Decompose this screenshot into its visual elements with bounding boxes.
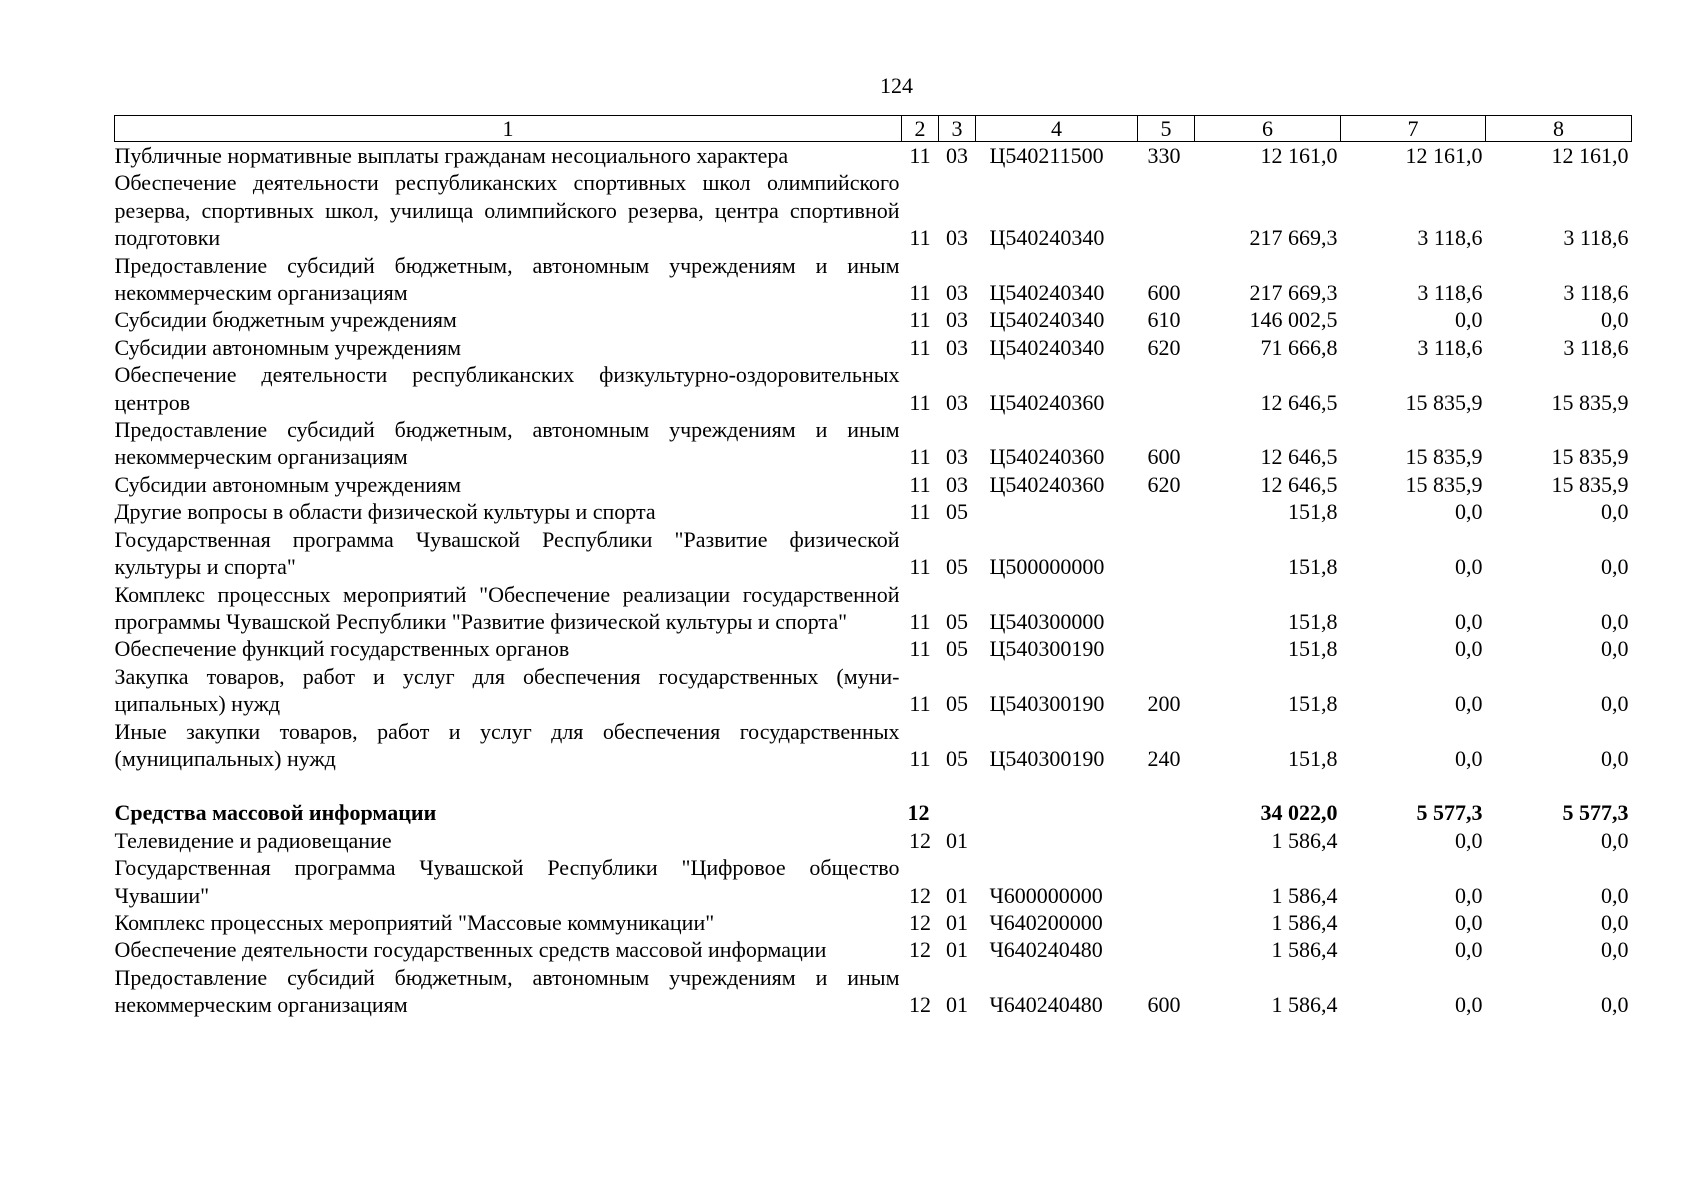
table-row — [115, 635, 1632, 662]
expense-type — [1138, 581, 1195, 636]
amount-col-6: 151,8 — [1288, 636, 1338, 662]
amount-col-7: 0,0 — [1455, 909, 1483, 935]
amount-col-8: 15 835,9 — [1551, 444, 1629, 470]
amount-col-8: 15 835,9 — [1551, 389, 1629, 415]
expense-type — [1138, 635, 1195, 662]
amount-col-7: 0,0 — [1455, 827, 1483, 853]
amount-col-6: 1 586,4 — [1271, 827, 1338, 853]
section-code: 12 — [909, 937, 931, 963]
amount-col-7: 0,0 — [1455, 691, 1483, 717]
row-name: Субсидии автономным учреждениям — [114, 471, 462, 497]
amount-col-7: 15 835,9 — [1405, 389, 1483, 415]
expense-type — [1138, 361, 1195, 416]
subsection-code: 03 — [946, 280, 968, 306]
section-code: 11 — [909, 471, 931, 497]
section-code: 12 — [909, 909, 931, 935]
row-name: Комплекс процессных мероприятий "Массовые коммуникации" — [114, 909, 715, 935]
amount-col-7: 0,0 — [1455, 992, 1483, 1018]
table-row — [115, 498, 1632, 525]
table-row — [115, 471, 1632, 498]
amount-col-6: 151,8 — [1288, 691, 1338, 717]
amount-col-6: 151,8 — [1288, 745, 1338, 771]
subsection-code: 05 — [946, 691, 968, 717]
row-name: Предоставление субсидий бюджетным, автономным учреждениям и иным некоммерческим организациям — [114, 252, 900, 306]
target-article: Ч600000000 — [989, 882, 1103, 908]
header-col-6: 6 — [1195, 116, 1341, 142]
row-name: Обеспечение деятельности государственных средств массовой информации — [114, 937, 827, 963]
subsection-code: 03 — [946, 307, 968, 333]
subsection-code: 03 — [946, 444, 968, 470]
amount-col-7: 3 118,6 — [1417, 225, 1483, 251]
amount-col-8: 3 118,6 — [1563, 225, 1629, 251]
amount-col-7: 0,0 — [1455, 745, 1483, 771]
table-row — [115, 964, 1632, 1019]
amount-col-6: 1 586,4 — [1271, 882, 1338, 908]
amount-col-6: 12 161,0 — [1260, 143, 1338, 168]
section-code: 12 — [909, 827, 931, 853]
target-article: Ц540240360 — [989, 444, 1105, 470]
amount-col-6: 151,8 — [1288, 554, 1338, 580]
subsection-code: 05 — [946, 499, 968, 525]
subsection-code: 01 — [946, 937, 968, 963]
row-name: Предоставление субсидий бюджетным, автономным учреждениям и иным некоммерческим организациям — [114, 417, 900, 470]
target-article: Ц540300190 — [989, 745, 1105, 771]
amount-col-8: 3 118,6 — [1563, 334, 1629, 360]
subsection-code — [939, 799, 976, 826]
target-article: Ц540240340 — [989, 280, 1105, 306]
section-code: 11 — [909, 334, 931, 360]
amount-col-6: 146 002,5 — [1249, 307, 1338, 333]
target-article: Ц540240340 — [989, 307, 1105, 333]
amount-col-8: 0,0 — [1601, 882, 1629, 908]
subsection-code: 01 — [946, 827, 968, 853]
subsection-code: 01 — [946, 882, 968, 908]
amount-col-8: 12 161,0 — [1551, 143, 1629, 168]
amount-col-6: 217 669,3 — [1249, 280, 1338, 306]
amount-col-8: 0,0 — [1601, 554, 1629, 580]
table-row — [115, 718, 1632, 773]
row-name: Телевидение и радиовещание — [114, 827, 392, 853]
section-code: 11 — [909, 143, 931, 168]
target-article: Ц540300190 — [989, 636, 1105, 662]
table-row — [115, 827, 1632, 854]
subsection-code: 03 — [946, 389, 968, 415]
target-article — [976, 799, 1138, 826]
row-name: Закупка товаров, работ и услуг для обеспечения государственных (муниципальных) нужд — [114, 663, 900, 717]
row-name: Обеспечение функций государственных органов — [114, 636, 570, 662]
amount-col-6: 217 669,3 — [1249, 225, 1338, 251]
section-code: 11 — [909, 444, 931, 470]
expense-type: 600 — [1147, 280, 1181, 306]
expense-type: 200 — [1147, 691, 1181, 717]
subsection-code: 05 — [946, 608, 968, 634]
target-article — [976, 827, 1138, 854]
target-article: Ц540240360 — [989, 471, 1105, 497]
row-name: Публичные нормативные выплаты гражданам несоциального характера — [114, 143, 789, 168]
row-name: Средства массовой информации — [114, 800, 437, 826]
subsection-code: 01 — [946, 909, 968, 935]
subsection-code: 03 — [946, 143, 968, 168]
table-row — [115, 526, 1632, 581]
amount-col-6: 151,8 — [1288, 499, 1338, 525]
amount-col-6: 12 646,5 — [1260, 471, 1338, 497]
target-article: Ч640240480 — [989, 937, 1103, 963]
expense-type: 600 — [1147, 444, 1181, 470]
table-row — [115, 663, 1632, 718]
table-row — [115, 909, 1632, 936]
section-code: 12 — [909, 882, 931, 908]
row-name: Другие вопросы в области физической культуры и спорта — [114, 499, 656, 525]
row-name: Обеспечение деятельности республиканских спортивных школ олимпийского резерва, спортивных школ, училища олимпийского резерва, центра спортивной подготовки — [114, 170, 900, 251]
header-col-2: 2 — [902, 116, 939, 142]
amount-col-8: 0,0 — [1601, 937, 1629, 963]
section-code: 11 — [909, 389, 931, 415]
amount-col-8: 0,0 — [1601, 992, 1629, 1018]
amount-col-7: 5 577,3 — [1416, 800, 1483, 826]
expense-type — [1138, 526, 1195, 581]
expense-type: 600 — [1147, 992, 1181, 1018]
section-code: 11 — [909, 499, 931, 525]
header-col-1: 1 — [115, 116, 902, 142]
expense-type: 620 — [1147, 334, 1181, 360]
target-article: Ц540240360 — [989, 389, 1105, 415]
subsection-code: 03 — [946, 225, 968, 251]
section-code: 11 — [909, 280, 931, 306]
target-article: Ц540300190 — [989, 691, 1105, 717]
section-code: 12 — [909, 992, 931, 1018]
expense-type — [1138, 827, 1195, 854]
subsection-code: 01 — [946, 992, 968, 1018]
spacer-cell — [115, 772, 1632, 799]
header-col-8: 8 — [1486, 116, 1632, 142]
amount-col-8: 0,0 — [1601, 827, 1629, 853]
amount-col-7: 0,0 — [1455, 307, 1483, 333]
section-code: 11 — [909, 745, 931, 771]
amount-col-7: 0,0 — [1455, 636, 1483, 662]
header-col-4: 4 — [976, 116, 1138, 142]
amount-col-7: 0,0 — [1455, 608, 1483, 634]
amount-col-8: 0,0 — [1601, 691, 1629, 717]
row-name: Субсидии бюджетным учреждениям — [114, 307, 457, 333]
table-header-row — [115, 116, 1632, 142]
header-col-5: 5 — [1138, 116, 1195, 142]
spacer-row — [115, 772, 1632, 799]
expense-type — [1138, 909, 1195, 936]
target-article: Ц500000000 — [989, 554, 1105, 580]
page-number: 124 — [880, 73, 913, 98]
table-row — [115, 854, 1632, 909]
expense-type: 240 — [1147, 745, 1181, 771]
amount-col-7: 12 161,0 — [1405, 143, 1483, 168]
amount-col-6: 12 646,5 — [1260, 444, 1338, 470]
row-name: Комплекс процессных мероприятий "Обеспечение реализации государственной программы Чувашской Республики "Развитие физической культуры и спорта" — [114, 581, 900, 634]
header-col-7: 7 — [1341, 116, 1486, 142]
amount-col-7: 3 118,6 — [1417, 334, 1483, 360]
section-code: 11 — [909, 691, 931, 717]
expense-type — [1138, 936, 1195, 963]
amount-col-7: 15 835,9 — [1405, 471, 1483, 497]
section-code: 12 — [907, 800, 930, 826]
row-name: Государственная программа Чувашской Республики "Развитие физической культуры и спорта" — [114, 526, 900, 580]
expense-type — [1138, 854, 1195, 909]
amount-col-8: 3 118,6 — [1563, 280, 1629, 306]
target-article: Ц540211500 — [989, 143, 1104, 168]
target-article: Ц540240340 — [989, 334, 1105, 360]
amount-col-6: 151,8 — [1288, 608, 1338, 634]
amount-col-6: 71 666,8 — [1260, 334, 1338, 360]
section-code: 11 — [909, 307, 931, 333]
amount-col-7: 0,0 — [1455, 499, 1483, 525]
header-col-3: 3 — [939, 116, 976, 142]
amount-col-6: 1 586,4 — [1271, 937, 1338, 963]
target-article: Ч640240480 — [989, 992, 1103, 1018]
subsection-code: 05 — [946, 554, 968, 580]
subsection-code: 03 — [946, 334, 968, 360]
row-name: Предоставление субсидий бюджетным, автономным учреждениям и иным некоммерческим организациям — [114, 964, 900, 1018]
expense-type — [1138, 498, 1195, 525]
table-row — [115, 799, 1632, 826]
table-body — [115, 142, 1632, 1019]
table-row — [115, 361, 1632, 416]
amount-col-6: 12 646,5 — [1260, 389, 1338, 415]
amount-col-8: 0,0 — [1601, 499, 1629, 525]
amount-col-8: 15 835,9 — [1551, 471, 1629, 497]
amount-col-7: 3 118,6 — [1417, 280, 1483, 306]
amount-col-6: 1 586,4 — [1271, 992, 1338, 1018]
subsection-code: 03 — [946, 471, 968, 497]
table-row — [115, 142, 1632, 170]
amount-col-8: 5 577,3 — [1562, 800, 1629, 826]
table-row — [115, 252, 1632, 307]
amount-col-7: 15 835,9 — [1405, 444, 1483, 470]
amount-col-6: 34 022,0 — [1260, 800, 1338, 826]
section-code: 11 — [909, 554, 931, 580]
amount-col-8: 0,0 — [1601, 909, 1629, 935]
amount-col-8: 0,0 — [1601, 608, 1629, 634]
expense-type — [1138, 799, 1195, 826]
budget-table — [114, 115, 1632, 1019]
amount-col-8: 0,0 — [1601, 636, 1629, 662]
row-name: Иные закупки товаров, работ и услуг для обеспечения государственных (муниципальных) нужд — [114, 718, 900, 771]
table-row — [115, 416, 1632, 471]
table-row — [115, 936, 1632, 963]
amount-col-8: 0,0 — [1601, 307, 1629, 333]
table-row — [115, 306, 1632, 333]
subsection-code: 05 — [946, 636, 968, 662]
table-row — [115, 581, 1632, 636]
amount-col-7: 0,0 — [1455, 937, 1483, 963]
table-row — [115, 334, 1632, 361]
row-name: Государственная программа Чувашской Республики "Цифровое общество Чувашии" — [114, 855, 900, 908]
row-name: Субсидии автономным учреждениям — [114, 334, 462, 360]
expense-type: 330 — [1147, 143, 1181, 168]
subsection-code: 05 — [946, 745, 968, 771]
section-code: 11 — [909, 225, 931, 251]
table-row — [115, 169, 1632, 251]
amount-col-7: 0,0 — [1455, 554, 1483, 580]
expense-type: 610 — [1147, 307, 1181, 333]
target-article: Ч640200000 — [989, 909, 1103, 935]
section-code: 11 — [909, 608, 931, 634]
amount-col-6: 1 586,4 — [1271, 909, 1338, 935]
target-article: Ц540240340 — [989, 225, 1105, 251]
section-code: 11 — [909, 636, 931, 662]
target-article — [976, 498, 1138, 525]
amount-col-7: 0,0 — [1455, 882, 1483, 908]
expense-type: 620 — [1147, 471, 1181, 497]
target-article: Ц540300000 — [989, 608, 1105, 634]
row-name: Обеспечение деятельности республиканских физкультурно-оздоровительных центров — [114, 362, 900, 415]
expense-type — [1138, 169, 1195, 251]
amount-col-8: 0,0 — [1601, 745, 1629, 771]
